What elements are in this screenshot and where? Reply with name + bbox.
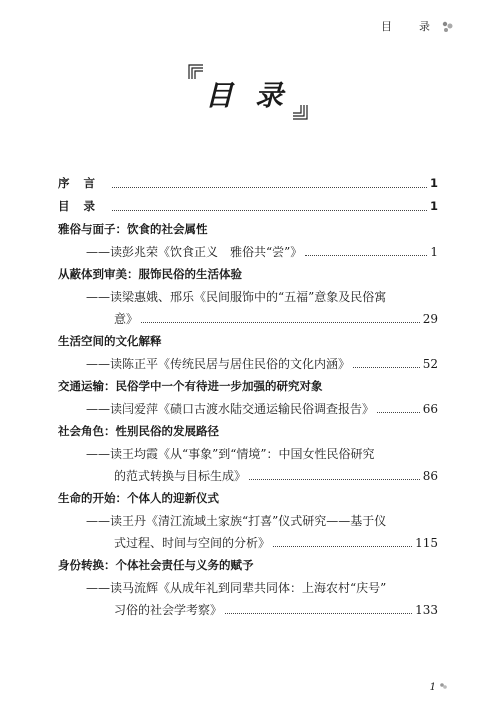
- toc-section-heading[interactable]: [58, 375, 438, 398]
- title-corner-ornament-icon: [292, 104, 308, 120]
- page-title: 目录: [204, 79, 305, 112]
- page-number: 1: [429, 682, 436, 693]
- toc-section-heading[interactable]: [58, 420, 438, 443]
- dot-leader: [353, 367, 420, 368]
- toc-entry-continuation[interactable]: [58, 532, 438, 554]
- dot-leader: [225, 613, 412, 614]
- toc-entry[interactable]: [58, 286, 438, 308]
- toc-entry-label: 交通运输：民俗学中一个有待进一步加强的研究对象: [58, 379, 323, 393]
- toc-page-number: 133: [415, 603, 438, 617]
- toc-entry-label: 生活空间的文化解释: [58, 334, 162, 348]
- toc-entry[interactable]: [58, 443, 438, 465]
- dot-leader: [377, 412, 420, 413]
- toc-entry[interactable]: [58, 353, 438, 375]
- toc-entry[interactable]: [58, 241, 438, 263]
- toc-entry-label: ——读王丹《清江流域土家族“打喜”仪式研究——基于仪: [86, 514, 387, 528]
- dot-leader: [112, 187, 427, 188]
- toc-page-number: 1: [429, 199, 438, 213]
- toc-entry-label: 目录: [58, 199, 109, 213]
- table-of-contents: [58, 172, 438, 621]
- dot-leader: [249, 479, 420, 480]
- toc-entry-label: 序言: [58, 176, 109, 190]
- toc-entry-label: ——读马流辉《从成年礼到同辈共同体：上海农村“庆号”: [86, 581, 387, 595]
- toc-page-number: 1: [429, 176, 438, 190]
- toc-section-heading[interactable]: [58, 330, 438, 353]
- toc-entry-label: 的范式转换与目标生成》: [114, 469, 247, 483]
- toc-entry-continuation[interactable]: [58, 465, 438, 487]
- toc-entry-label: 从蔽体到审美：服饰民俗的生活体验: [58, 267, 242, 281]
- toc-front-matter-entry[interactable]: [58, 172, 438, 195]
- toc-entry-label: 式过程、时间与空间的分析》: [114, 536, 271, 550]
- toc-entry-label: 意》: [114, 312, 139, 326]
- dot-leader: [112, 210, 427, 211]
- toc-entry-label: ——读彭兆荣《饮食正义 雅俗共“尝”》: [86, 245, 303, 259]
- dot-leader: [273, 546, 412, 547]
- toc-page-number: 66: [422, 402, 438, 416]
- toc-page-number: 52: [422, 357, 438, 371]
- toc-page-number: 86: [422, 469, 438, 483]
- toc-entry-label: 社会角色：性别民俗的发展路径: [58, 424, 219, 438]
- toc-front-matter-entry[interactable]: [58, 195, 438, 218]
- toc-entry-label: ——读闫爱萍《碛口古渡水陆交通运输民俗调查报告》: [86, 402, 375, 416]
- toc-page-number: 115: [415, 536, 438, 550]
- toc-entry-label: 身份转换：个体社会责任与义务的赋予: [58, 558, 254, 572]
- toc-entry-continuation[interactable]: [58, 599, 438, 621]
- floral-ornament-icon: [440, 20, 454, 34]
- toc-section-heading[interactable]: [58, 263, 438, 286]
- running-header: 目 录: [381, 20, 438, 33]
- toc-entry-label: ——读王均霞《从“事象”到“情境”：中国女性民俗研究: [86, 447, 375, 461]
- toc-section-heading[interactable]: [58, 218, 438, 241]
- toc-entry[interactable]: [58, 510, 438, 532]
- toc-entry-label: 生命的开始：个体人的迎新仪式: [58, 491, 219, 505]
- dot-leader: [305, 255, 427, 256]
- toc-entry-label: 雅俗与面子：饮食的社会属性: [58, 222, 208, 236]
- floral-ornament-icon: [439, 682, 448, 691]
- toc-entry-label: ——读陈正平《传统民居与居住民俗的文化内涵》: [86, 357, 351, 371]
- toc-entry[interactable]: [58, 398, 438, 420]
- toc-entry[interactable]: [58, 577, 438, 599]
- dot-leader: [141, 322, 420, 323]
- toc-page-number: 1: [430, 245, 438, 259]
- toc-entry-label: ——读梁惠娥、邢乐《民间服饰中的“五福”意象及民俗寓: [86, 290, 387, 304]
- toc-entry-label: 习俗的社会学考察》: [114, 603, 223, 617]
- toc-section-heading[interactable]: [58, 487, 438, 510]
- toc-section-heading[interactable]: [58, 554, 438, 577]
- toc-page-number: 29: [422, 312, 438, 326]
- toc-entry-continuation[interactable]: [58, 308, 438, 330]
- title-block: [188, 64, 308, 120]
